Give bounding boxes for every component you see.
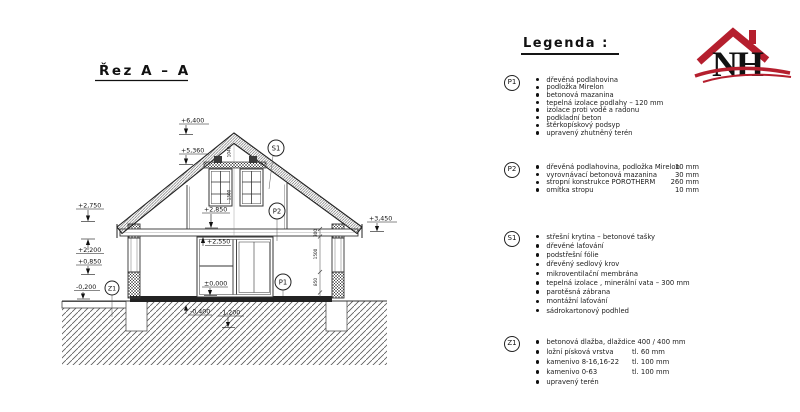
legend-item (536, 297, 690, 306)
elevation-attic-floor (202, 207, 230, 229)
legend-item-thickness: tl. 100 mm (632, 368, 670, 376)
legend-item (536, 269, 690, 278)
marker-p1 (275, 274, 291, 296)
bullet-icon (536, 131, 539, 134)
elevation-0850 (76, 259, 102, 275)
legend-section-z1 (504, 336, 685, 387)
bullet-icon (536, 340, 539, 343)
elevation-eave-right (367, 216, 397, 232)
legend-item (536, 357, 685, 367)
legend-item-text: podkladní beton (546, 113, 602, 122)
legend-item-text: dřevěné laťování (546, 241, 604, 250)
legend-item (536, 306, 690, 315)
svg-text:+2,750: +2,750 (78, 202, 102, 210)
svg-text:±0,000: ±0,000 (204, 280, 228, 288)
bullet-icon (536, 101, 539, 104)
legend-item (536, 377, 685, 387)
legend-item-text: izolace proti vodě a radonu (546, 106, 640, 115)
attic-window-right (240, 169, 263, 206)
bullet-icon (536, 93, 539, 96)
legend-item-text: tepelná izolace podlahy – 120 mm (546, 98, 664, 107)
legend-item (536, 251, 690, 260)
legend-item-thickness: 10 mm (674, 162, 699, 171)
legend-item-list (536, 232, 690, 315)
bullet-icon (536, 181, 539, 184)
legend-item-list (536, 76, 663, 137)
legend-item (536, 347, 685, 357)
svg-text:+2,200: +2,200 (78, 247, 102, 254)
legend-item-text: dřevěný sedlový krov (546, 260, 620, 269)
legend-item (536, 241, 690, 250)
bullet-icon (536, 173, 539, 176)
bullet-icon (536, 272, 539, 275)
bullet-icon (536, 124, 539, 127)
legend-item-list (536, 162, 699, 194)
drawing-title (95, 62, 191, 81)
legend-item-text: kamenivo 0-63 (546, 368, 598, 376)
legend-item-text: podstřešní fólie (546, 251, 599, 260)
legend-item-text: ložní písková vrstva (546, 348, 614, 356)
legend-item-text: kamenivo 8-16,16-22 (546, 358, 620, 366)
legend-item (536, 260, 690, 269)
legend-item-thickness: 10 mm (674, 185, 699, 194)
section-title-text: Řez A – A (99, 63, 191, 79)
svg-text:+2,850: +2,850 (204, 206, 228, 214)
bullet-icon (536, 281, 539, 284)
legend-item-text: stropní konstrukce POROTHERM (546, 178, 656, 187)
elevation-ridge (179, 118, 209, 135)
svg-text:-0,200: -0,200 (76, 284, 97, 291)
legend-section-p2 (504, 162, 699, 194)
legend-item-text: betonová mazanina (546, 90, 614, 99)
legend-item-text: upravený zhutněný terén (546, 128, 633, 137)
bullet-icon (536, 188, 539, 191)
legend-item (536, 288, 690, 297)
legend-item (536, 278, 690, 287)
bullet-icon (536, 360, 539, 363)
svg-text:850: 850 (313, 278, 318, 286)
legend-item-text: tepelná izolace , minerální vata – 300 mm (546, 278, 690, 287)
legend-section-s1 (504, 231, 690, 315)
legend-marker-z1: Z1 (504, 336, 520, 352)
legend-item (536, 170, 699, 179)
elevation-eave-left (76, 203, 104, 222)
ground-hatch (62, 296, 387, 365)
bullet-icon (536, 253, 539, 256)
legend-item-text: betonová dlažba, dlaždice 400 / 400 mm (546, 338, 686, 346)
legend-marker-p1: P1 (504, 75, 520, 91)
svg-text:P2: P2 (272, 207, 282, 216)
svg-text:1500: 1500 (226, 189, 232, 201)
bullet-icon (536, 116, 539, 119)
legend-item (536, 185, 699, 194)
svg-text:+0,850: +0,850 (78, 258, 102, 266)
company-logo (693, 24, 793, 90)
bullet-icon (536, 235, 539, 238)
legend-item (536, 129, 663, 137)
bullet-icon (536, 244, 539, 247)
bullet-icon (536, 350, 539, 353)
svg-text:+2,550: +2,550 (207, 238, 231, 246)
legend-item-thickness: tl. 60 mm (632, 348, 665, 356)
svg-text:P1: P1 (278, 278, 288, 287)
legend-item-thickness: 30 mm (674, 170, 699, 179)
legend-item (536, 178, 699, 187)
legend-title: Legenda : (521, 36, 619, 55)
patio-door (197, 237, 273, 297)
legend-item (536, 232, 690, 241)
legend-item-thickness: 260 mm (670, 178, 699, 187)
svg-text:+5,360: +5,360 (181, 147, 205, 155)
legend-item-text: montážní laťování (546, 297, 608, 306)
legend-marker-p2: P2 (504, 162, 520, 178)
legend-item-text: mikroventilační membrána (546, 269, 639, 278)
bullet-icon (536, 300, 539, 303)
legend-section-p1 (504, 75, 663, 137)
bullet-icon (536, 165, 539, 168)
bullet-icon (536, 290, 539, 293)
svg-text:-1,200: -1,200 (220, 309, 241, 317)
bullet-icon (536, 380, 539, 383)
legend-item-text: upravený terén (546, 378, 599, 386)
legend-item-text: dřevěná podlahovina (546, 75, 619, 84)
legend-item (536, 367, 685, 377)
bullet-icon (536, 86, 539, 89)
svg-text:1040: 1040 (226, 146, 232, 158)
bullet-icon (536, 370, 539, 373)
svg-text:S1: S1 (271, 144, 281, 153)
svg-text:Z1: Z1 (107, 285, 117, 293)
attic-floor-slab (120, 229, 358, 236)
legend-item-text: střešní krytina – betonové tašky (546, 232, 656, 241)
legend-item-text: parotěsná zábrana (546, 288, 611, 297)
logo-letters: NH (712, 44, 762, 84)
svg-text:-0,400: -0,400 (190, 308, 211, 316)
svg-text:1500: 1500 (313, 248, 318, 260)
svg-text:+6,400: +6,400 (181, 117, 205, 125)
bullet-icon (536, 108, 539, 111)
legend-item-thickness: tl. 100 mm (632, 358, 670, 366)
svg-text:300: 300 (313, 229, 318, 237)
legend-item-text: dřevěná podlahovina, podložka Mirelon (546, 162, 680, 171)
legend-item-text: vyrovnávací betonová mazanina (546, 170, 658, 179)
legend-item-text: sádrokartonový podhled (546, 306, 629, 315)
legend-marker-s1: S1 (504, 231, 520, 247)
elevation-terrace (74, 284, 100, 299)
legend-item-text: štěrkopískový podsyp (546, 121, 620, 130)
legend-item-text: omítka stropu (546, 185, 594, 194)
legend-item (536, 162, 699, 171)
legend-item (536, 337, 685, 347)
elevation-2200 (76, 239, 104, 254)
bullet-icon (536, 309, 539, 312)
bullet-icon (536, 78, 539, 81)
legend-item-list (536, 337, 685, 387)
legend-item-text: podložka Mirelon (546, 83, 604, 92)
bullet-icon (536, 263, 539, 266)
svg-text:+3,450: +3,450 (369, 215, 393, 223)
